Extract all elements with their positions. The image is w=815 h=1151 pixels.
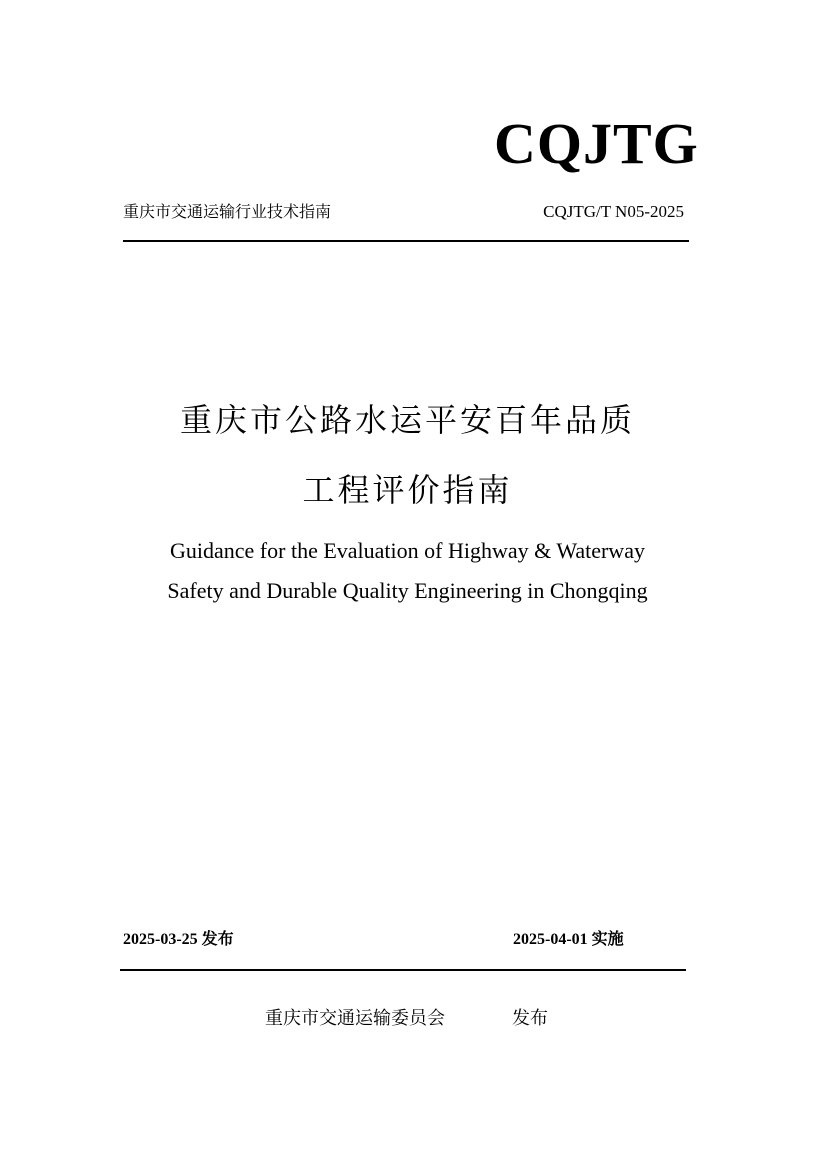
header-divider xyxy=(123,240,689,242)
title-chinese-line-1: 重庆市公路水运平安百年品质 xyxy=(179,401,635,439)
title-english-line-2: Safety and Durable Quality Engineering in Chongqing xyxy=(167,578,648,603)
series-name: 重庆市交通运输行业技术指南 xyxy=(123,202,332,221)
publisher-name: 重庆市交通运输委员会 xyxy=(265,1008,445,1029)
standard-logo: CQJTG xyxy=(494,111,699,176)
title-english-line-1: Guidance for the Evaluation of Highway & Waterway xyxy=(170,538,645,563)
issue-date: 2025-03-25 发布 xyxy=(123,931,234,948)
publish-label: 发布 xyxy=(512,1008,548,1029)
title-chinese-line-2: 工程评价指南 xyxy=(302,471,513,509)
implementation-date: 2025-04-01 实施 xyxy=(513,931,624,948)
document-code: CQJTG/T N05-2025 xyxy=(543,202,684,221)
footer-divider xyxy=(120,969,686,971)
